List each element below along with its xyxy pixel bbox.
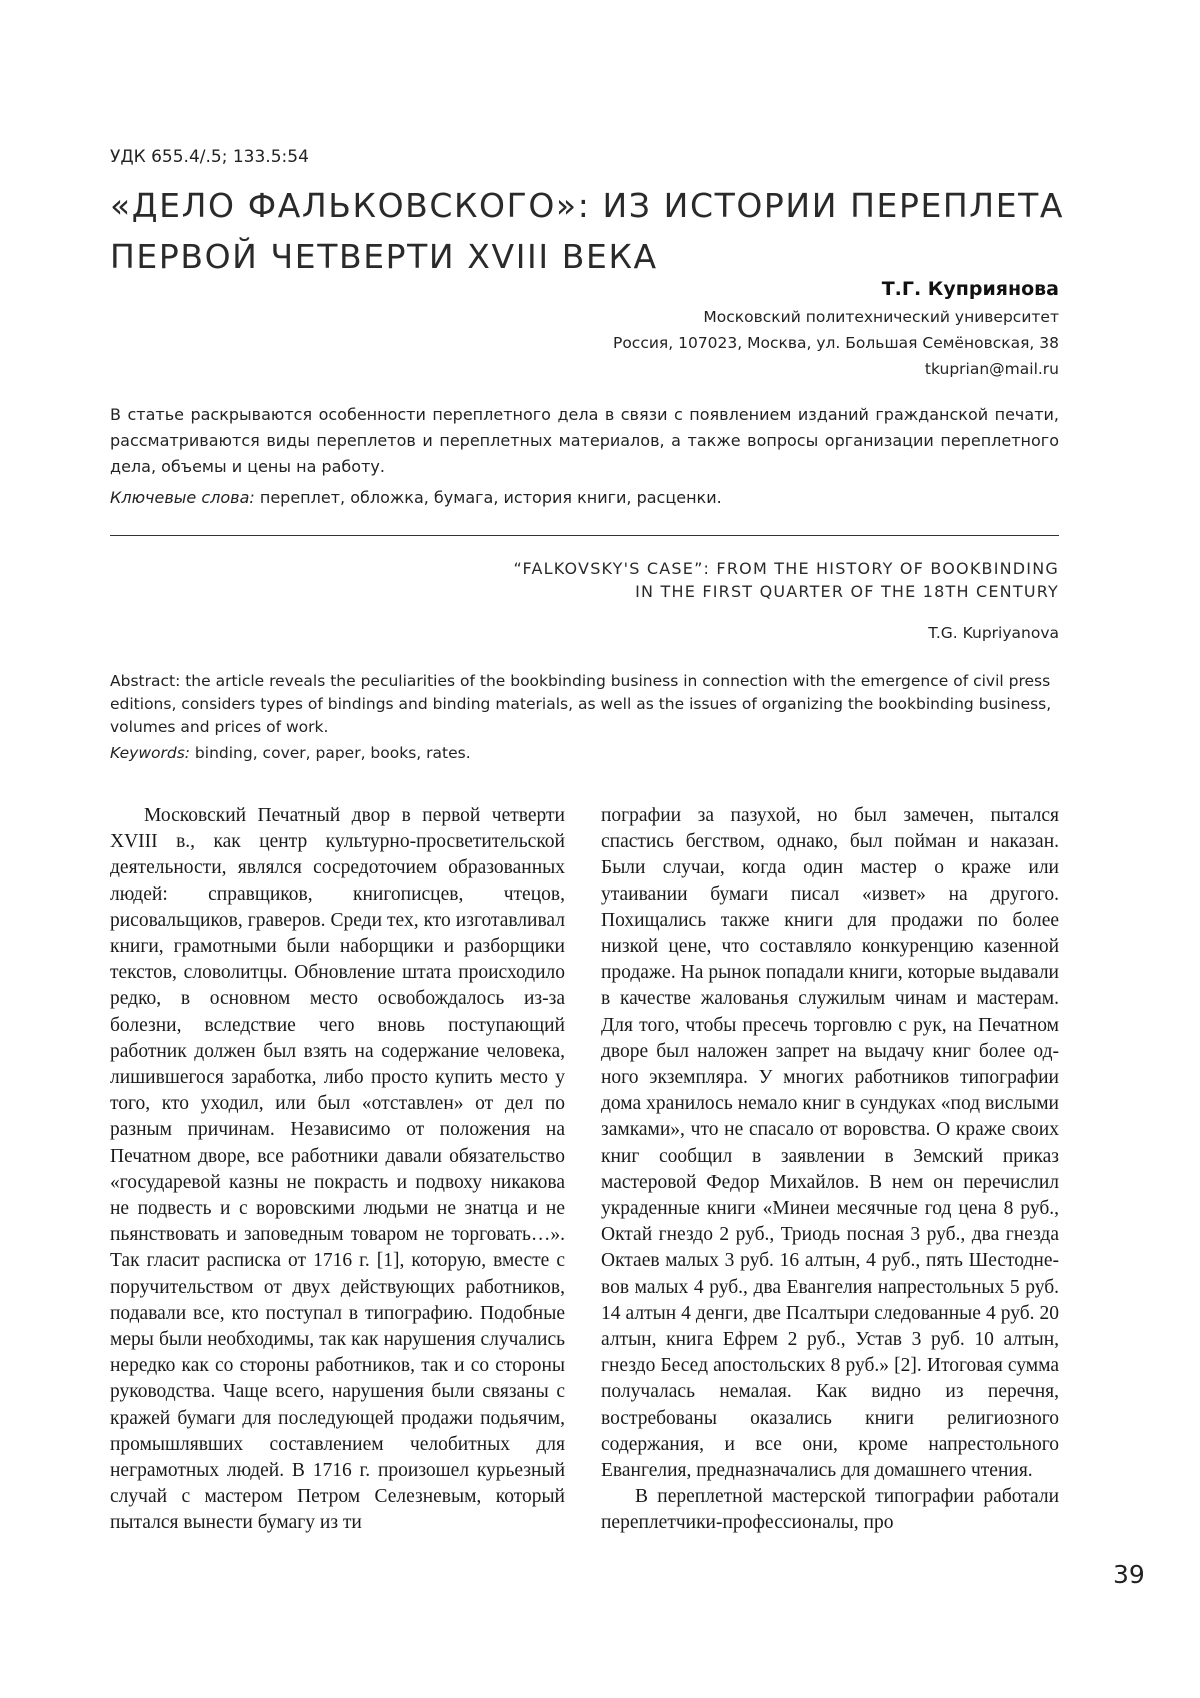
author-address: Россия, 107023, Москва, ул. Большая Семёновская, 38 (612, 334, 1059, 352)
author-name: Т.Г. Куприянова (881, 278, 1059, 300)
body-paragraph: В переплетной мастерской типографии работали переплетчики-профессионалы, про (601, 1486, 1059, 1534)
udc-code: УДК 655.4/.5; 133.5:54 (110, 147, 309, 167)
author-affiliation: Московский политехнический университет (703, 308, 1059, 326)
article-title (110, 180, 1070, 282)
keywords-english (110, 744, 471, 762)
keywords-list-en: binding, cover, paper, books, rates. (190, 744, 471, 762)
english-title (514, 557, 1059, 603)
body-column-right (601, 803, 1059, 1537)
keywords-label-ru: Ключевые слова: (110, 488, 255, 507)
title-line-1: «ДЕЛО ФАЛЬКОВСКОГО»: ИЗ ИСТОРИИ ПЕРЕПЛЕТА (110, 186, 1065, 225)
body-paragraph-continued: пографии за пазухой, но был замечен, пытался спастись бегством, однако, был пойман и наказан. Были случаи, когда один мастер о краже или утаивании бумаги писал «извет» на другого. Похищались также книги для продажи по более низкой цене, что составляло конкуренцию казенной продаже. На рынок попадали книги, которые выдавали в качестве жалованья служилым чинам и мастерам. Для того, чтобы пресечь торговлю с рук, на Печатном дворе был наложен запрет на выдачу книг более одного экземпляра. У многих работников типографии дома хранилось немало книг в сундуках «под вислыми замками», что не спасало от воровства. О краже своих книг сообщил в заявлении в Земский приказ мастеровой Федор Михайлов. В нем он перечислил украденные книги «Минеи месячные год цена 8 руб., Октай гнездо 2 руб., Триодь посная 3 руб., два гнезда Октаев малых 3 руб. 16 алтын, 4 руб., пять Шестодневов малых 4 руб., два Евангелия напрестольных 5 руб. 14 алтын 4 денги, две Псалтыри следованные 4 руб. 20 алтын, книга Ефрем 2 руб., Устав 3 руб. 10 алтын, гнездо Бесед апостольских 8 руб.» [2]. Итоговая сумма получалась немалая. Как видно из перечня, востребованы оказались книги религиозного содержания, и все они, кроме напрестольного Евангелия, предназначались для домашнего чтения. (601, 805, 1059, 1482)
page-number: 39 (1113, 1560, 1145, 1589)
body-paragraph: Московский Печатный двор в первой четверти XVIII в., как центр культурно-просветительской деятельности, являлся сосредоточием образованных людей: справщиков, книгописцев, чтецов, рисовальщиков, граверов. Среди тех, кто изготавливал книги, грамотными были наборщики и разборщики текстов, словолитцы. Обновление штата происходило редко, в основном место освобождалось из-за болезни, вследствие чего вновь поступающий работник должен был взять на содержание человека, лишившегося заработка, либо просто купить место у того, кто уходил, или был «отставлен» от дел по разным причинам. Независимо от положения на Печатном дворе, все работники давали обязательство «государевой казны не покрасть и подвоху никакова не подвесть и с воровскими людьми не знатца и не пьянствовать и заповедным товаром не торговать…». Так гласит расписка от 1716 г. [1], которую, вместе с поручительством от двух действующих работников, подавали все, кто поступал в типографию. Подобные меры были необходимы, так как нарушения случались нередко как со стороны работников, так и со стороны руководства. Чаще всего, нарушения были связаны с кражей бумаги для последующей продажи подьячим, промышлявших составлением челобитных для неграмотных людей. В 1716 г. произошел курьезный случай с мастером Петром Селезневым, который пытался вынести бумагу из ти (110, 805, 565, 1534)
abstract-russian: В статье раскрываются особенности переплетного дела в связи с появлением изданий гражданской печати, рассматриваются виды переплетов и переплетных материалов, а также вопросы организации переплетного дела, объемы и цены на работу. (110, 405, 1059, 476)
author-email: tkuprian@mail.ru (924, 360, 1059, 378)
keywords-label-en: Keywords: (110, 744, 190, 762)
english-title-line-1: “FALKOVSKY'S CASE”: FROM THE HISTORY OF BOOKBINDING (513, 559, 1059, 578)
title-line-2: ПЕРВОЙ ЧЕТВЕРТИ XVIII ВЕКА (110, 237, 658, 276)
author-block (613, 274, 1059, 382)
english-author: T.G. Kupriyanova (928, 624, 1059, 642)
body-column-left (110, 803, 565, 1537)
abstract-english: Abstract: the article reveals the peculiarities of the bookbinding business in connection with the emergence of civil press editions, considers types of bindings and binding materials, as well as the issues of organizing the bookbinding business, volumes and prices of work. (110, 672, 1052, 736)
keywords-list-ru: переплет, обложка, бумага, история книги, расценки. (254, 488, 722, 507)
keywords-russian (110, 488, 722, 507)
section-divider (110, 535, 1059, 536)
english-title-line-2: IN THE FIRST QUARTER OF THE 18TH CENTURY (635, 582, 1059, 601)
